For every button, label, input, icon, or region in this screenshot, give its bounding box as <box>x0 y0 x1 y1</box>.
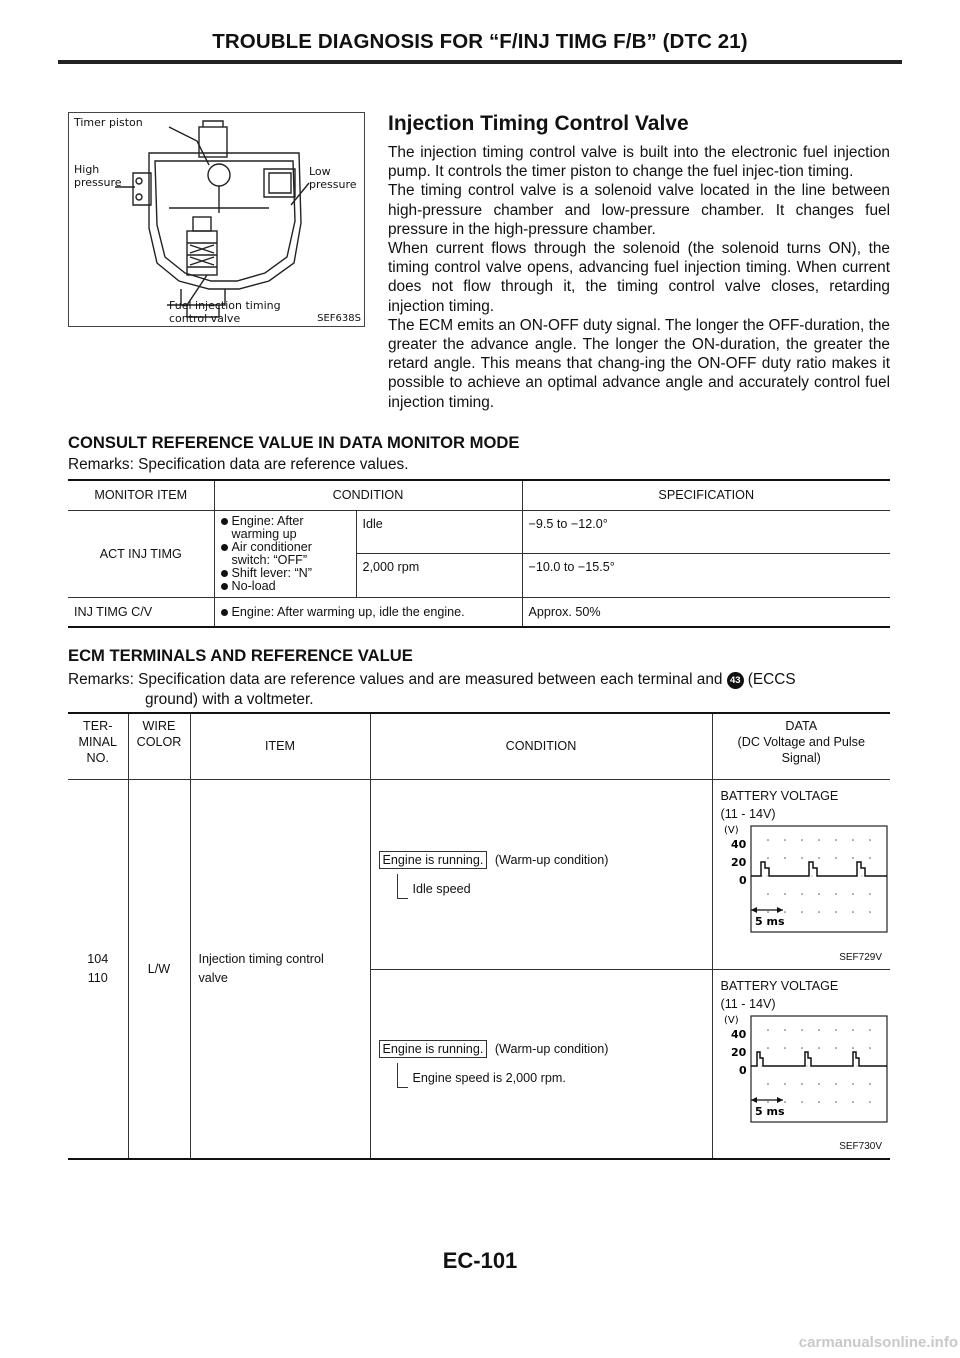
table-row <box>68 779 890 969</box>
terminal-numbers <box>68 779 128 1159</box>
page-number: EC-101 <box>442 1248 518 1273</box>
header-wire-line: COLOR <box>136 735 182 749</box>
intro-paragraph-1: The injection timing control valve is built into the electronic fuel injection pump. It controls the timer piston to change the fuel injec-tion timing. <box>388 144 890 181</box>
condition-bullet: No-load <box>221 580 350 593</box>
data-idle <box>712 779 890 969</box>
waveform-code: SEF729V <box>839 951 882 963</box>
warm-up-note: (Warm-up condition) <box>494 852 609 867</box>
item-line: Injection timing control <box>198 951 324 966</box>
injection-pump-drawing <box>69 113 365 327</box>
condition-bullet: Air conditioner switch: “OFF” <box>221 541 350 567</box>
figure-label-high-pressure: pressure <box>74 176 122 189</box>
waveform-code: SEF730V <box>839 1141 882 1152</box>
header-wire-line: WIRE <box>142 719 176 733</box>
header-data <box>712 713 890 779</box>
condition-2000rpm <box>370 969 712 1159</box>
consult-title: CONSULT REFERENCE VALUE IN DATA MONITOR MODE <box>68 433 520 452</box>
condition-bullet: Engine: After warming up <box>221 515 350 541</box>
item-line: valve <box>198 970 228 985</box>
ecm-title: ECM TERMINALS AND REFERENCE VALUE <box>68 646 413 665</box>
scope-time: 5 ms <box>754 1104 784 1118</box>
table-row <box>68 510 890 554</box>
ecm-remarks <box>68 670 890 709</box>
figure-label-timer-piston: Timer piston <box>74 116 143 129</box>
scope-y0: 0 <box>738 1063 747 1077</box>
battery-voltage-label: BATTERY VOLTAGE <box>720 788 839 803</box>
wire-color: L/W <box>128 779 190 1159</box>
act-inj-timg-conditions <box>214 510 356 597</box>
header-data-line: (DC Voltage and Pulse <box>737 735 865 749</box>
figure-code: SEF638S <box>317 313 361 324</box>
figure-label-low: Low <box>309 165 331 178</box>
scope-unit: (V) <box>723 1014 739 1026</box>
scope-time: 5 ms <box>754 914 784 928</box>
header-data-line: Signal) <box>781 751 821 765</box>
monitor-item-act-inj-timg: ACT INJ TIMG <box>68 510 214 597</box>
battery-voltage-range: (11 - 14V) <box>720 996 776 1011</box>
inj-timg-cv-condition <box>214 597 522 627</box>
header-terminal-line: TER- <box>83 719 113 733</box>
ecm-remarks-tail: (ECCS <box>747 671 796 688</box>
oscilloscope-waveform-2000rpm <box>721 1012 889 1130</box>
battery-voltage-range: (11 - 14V) <box>720 806 776 821</box>
header-terminal-line: NO. <box>86 751 109 765</box>
spec-2000rpm: −10.0 to −15.5° <box>522 554 890 598</box>
scope-y20: 20 <box>730 855 746 869</box>
page-header-title: TROUBLE DIAGNOSIS FOR “F/INJ TIMG F/B” (DTC 21) <box>212 30 748 53</box>
figure-label-low-pressure: pressure <box>309 178 357 191</box>
header-monitor-item: MONITOR ITEM <box>68 480 214 510</box>
header-condition: CONDITION <box>214 480 522 510</box>
consult-remarks: Remarks: Specification data are reference values. <box>68 456 409 473</box>
intro-text <box>388 143 890 412</box>
consult-table <box>68 479 890 628</box>
ecm-remarks-line1: Remarks: Specification data are reference values and are measured between each terminal and <box>68 671 723 688</box>
terminal-104: 104 <box>87 951 109 966</box>
monitor-item-inj-timg-cv: INJ TIMG C/V <box>68 597 214 627</box>
oscilloscope-waveform-idle <box>721 822 889 940</box>
scope-unit: (V) <box>723 824 739 836</box>
warm-up-note: (Warm-up condition) <box>494 1042 609 1057</box>
consult-header-row <box>68 480 890 510</box>
figure-label-control-valve: control valve <box>169 312 241 325</box>
engine-running-box: Engine is running. <box>379 851 488 869</box>
header-specification: SPECIFICATION <box>522 480 890 510</box>
scope-y40: 40 <box>730 1027 746 1041</box>
sub-condition-idle: Idle <box>356 510 522 554</box>
condition-idle <box>370 779 712 969</box>
intro-paragraph-3: When current flows through the solenoid (the solenoid turns ON), the timing control valve opens, advancing fuel injection timing. When current does not flow through it, the timing control valve closes, retarding injection timing. <box>388 240 890 315</box>
injection-pump-figure <box>68 112 365 327</box>
scope-y40: 40 <box>730 837 746 851</box>
scope-y20: 20 <box>730 1045 746 1059</box>
intro-paragraph-2: The timing control valve is a solenoid valve located in the line between high-pressure chamber and low-pressure chamber. It changes fuel pressure in the high-pressure chamber. <box>388 182 890 238</box>
figure-label-fuel-injection: Fuel injection timing <box>169 299 281 312</box>
condition-bullet: Shift lever: “N” <box>221 567 350 580</box>
battery-voltage-label: BATTERY VOLTAGE <box>720 978 839 993</box>
header-terminal-no <box>68 713 128 779</box>
condition-bullet: Engine: After warming up, idle the engine. <box>221 606 465 619</box>
terminal-43-badge: 43 <box>727 672 744 689</box>
condition-block <box>379 1040 609 1087</box>
ecm-header-row <box>68 713 890 779</box>
header-wire-color <box>128 713 190 779</box>
spec-idle: −9.5 to −12.0° <box>522 510 890 554</box>
watermark: carmanualsonline.info <box>798 1334 958 1351</box>
header-data-line: DATA <box>785 719 818 733</box>
header-rule <box>58 60 902 64</box>
header-terminal-line: MINAL <box>78 735 117 749</box>
ecm-remarks-line2: ground) with a voltmeter. <box>145 690 314 708</box>
engine-running-box: Engine is running. <box>379 1040 488 1058</box>
idle-speed-note: Idle speed <box>397 874 609 898</box>
data-2000rpm <box>712 969 890 1159</box>
figure-label-high: High <box>74 163 100 176</box>
terminal-110: 110 <box>87 970 108 985</box>
sub-condition-2000rpm: 2,000 rpm <box>356 554 522 598</box>
condition-block <box>379 851 609 898</box>
header-item: ITEM <box>190 713 370 779</box>
spec-inj-timg-cv: Approx. 50% <box>522 597 890 627</box>
header-condition: CONDITION <box>370 713 712 779</box>
scope-y0: 0 <box>738 873 747 887</box>
intro-paragraph-4: The ECM emits an ON-OFF duty signal. The longer the OFF-duration, the greater the advance angle. The longer the ON-duration, the greater the retard angle. This means that chang-ing the ON-OFF duty ratio makes it possible to achieve an optimal advance angle and accurately control fuel injection timing. <box>388 316 890 411</box>
table-row <box>68 597 890 627</box>
engine-speed-note: Engine speed is 2,000 rpm. <box>397 1063 609 1087</box>
section-title: Injection Timing Control Valve <box>388 112 689 135</box>
item-description <box>190 779 370 1159</box>
ecm-terminal-table <box>68 712 890 1160</box>
